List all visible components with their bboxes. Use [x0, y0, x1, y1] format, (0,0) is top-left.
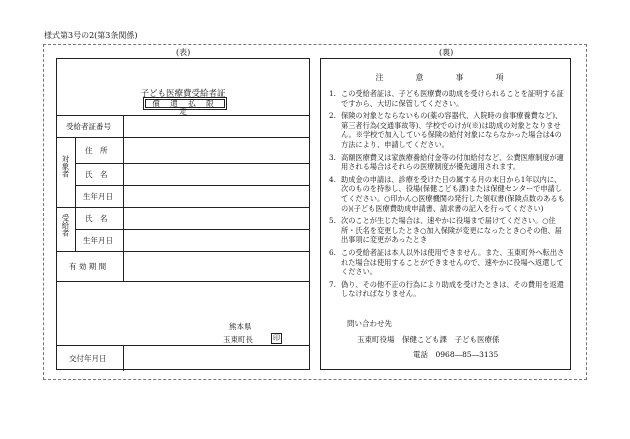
- notes-title: 注 意 事 項: [375, 73, 516, 82]
- front-side-label: (表): [176, 48, 191, 57]
- label-column-divider: [123, 345, 124, 371]
- note-number: 2.: [329, 111, 336, 121]
- note-number: 7.: [329, 279, 336, 289]
- row-divider: [57, 207, 309, 208]
- form-number: 様式第3号の2(第3条関係): [44, 31, 138, 40]
- inquiry-label: 問い合わせ先: [347, 319, 392, 328]
- row-divider: [57, 281, 309, 282]
- back-card: [320, 58, 571, 370]
- stamp-label: 償 還 払 限 定: [145, 99, 225, 108]
- parent-dob-label: 生年月日: [83, 192, 113, 201]
- note-number: 6.: [329, 247, 336, 257]
- note-item: [329, 248, 566, 277]
- recipient-dob-label: 生年月日: [83, 236, 113, 245]
- note-text: 助成金の申請は、診療を受けた日の属する月の末日から1年以内に、次のものを持参し、役場(保健こども課)または保健センターで申請してください。○印かん○医療機関の発行した領収書(保険点数のあるもの)(子ども医療費助成申請書、請求書の記入を行ってください): [341, 174, 565, 213]
- note-text: 次のことが生じた場合は、速やかに役場まで届けてください。○住所・氏名を変更したとき○加入保険が変更になったとき○その他、届出事項に変更があったとき: [341, 216, 562, 245]
- row-divider: [57, 137, 309, 138]
- notes-list: [329, 89, 566, 302]
- note-number: 5.: [329, 216, 336, 226]
- front-card: [56, 58, 310, 370]
- note-item: [329, 216, 566, 245]
- issuer-mayor: 玉東町長: [223, 335, 253, 344]
- cert-number-label: 受給者証番号: [66, 122, 111, 131]
- validity-label: 有 効 期 間: [69, 262, 107, 271]
- reimbursement-only-stamp: [143, 97, 227, 116]
- address-label: 住 所: [85, 146, 108, 155]
- note-number: 1.: [329, 89, 336, 98]
- recipient-name-label: 氏 名: [85, 214, 108, 223]
- row-divider: [75, 185, 309, 186]
- parent-name-label: 氏 名: [85, 170, 108, 179]
- inquiry-phone: 電話 0968―85―3135: [413, 350, 499, 359]
- note-item: [329, 111, 566, 149]
- card-title: 子ども医療費受給者証: [140, 89, 226, 99]
- note-text: この受給者証は、子ども医療費の助成を受けられることを証明する証ですから、大切に保管してください。: [341, 89, 564, 108]
- official-seal: 印: [273, 334, 280, 342]
- note-text: この受給者証は本人以外は使用できません。また、玉東町外へ転出された場合は使用することができませんので、速やかに役場へ返還してください。: [341, 247, 565, 277]
- note-text: 保険の対象とならないもの(薬の容器代、入院時の食事療養費など)、第三者行為(交通事故等)、学校でのけが(※)は助成の対象となりません。※学校で加入している保険の給付対象にならなかった場合は4の方法により、申請してください。: [341, 111, 563, 149]
- group-divider: [75, 137, 76, 251]
- issue-date-label: 交付年月日: [69, 354, 107, 363]
- note-text: 高額医療費又は家族療養給付金等の付加給付など、公費医療制度が適用される場合はそれらの医療制度が優先適用されます。: [341, 152, 564, 172]
- label-column-divider: [123, 115, 124, 281]
- recipient-group-label: 受給者: [61, 214, 70, 237]
- back-side-label: (裏): [439, 48, 454, 57]
- note-item: [329, 89, 566, 108]
- row-divider: [57, 345, 309, 346]
- note-item: [329, 153, 566, 172]
- note-text: 偽り、その他不正の行為により助成を受けたときは、その費用を返還しなければなりません。: [341, 279, 564, 299]
- inquiry-office: 玉東町役場 保健こども課 子ども医療係: [357, 335, 500, 344]
- note-number: 3.: [329, 152, 336, 162]
- issuer-prefecture: 熊本県: [229, 322, 252, 331]
- note-number: 4.: [329, 174, 336, 184]
- row-divider: [75, 163, 309, 164]
- row-divider: [75, 229, 309, 230]
- row-divider: [57, 251, 309, 252]
- row-divider: [57, 115, 309, 116]
- note-item: [329, 280, 566, 299]
- note-item: [329, 175, 566, 213]
- parent-group-label: 対象者: [61, 155, 70, 178]
